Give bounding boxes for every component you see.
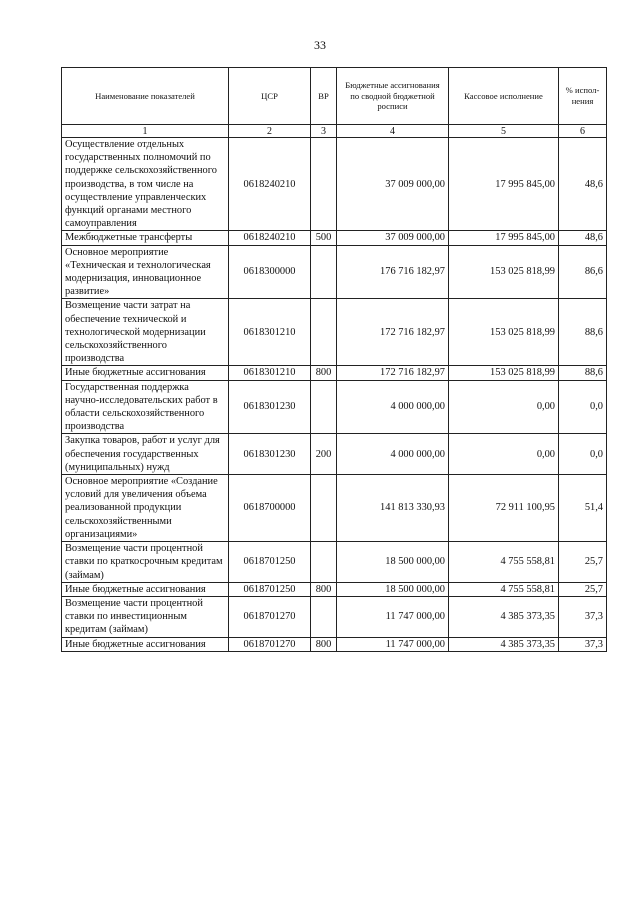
row-percent: 25,7: [559, 582, 607, 596]
row-csr: 0618701250: [229, 542, 311, 583]
column-number: 2: [229, 125, 311, 138]
row-name: Возмещение части процентной ставки по инвестиционным кредитам (займам): [62, 596, 229, 637]
row-vr: 800: [311, 366, 337, 380]
table-row: [62, 231, 607, 245]
row-csr: 0618701270: [229, 637, 311, 651]
header-csr: ЦСР: [229, 68, 311, 125]
column-number: 3: [311, 125, 337, 138]
row-vr: [311, 596, 337, 637]
table-row: [62, 582, 607, 596]
row-csr: 0618301230: [229, 380, 311, 434]
row-percent: 37,3: [559, 637, 607, 651]
table-row: [62, 299, 607, 366]
row-budget: 37 009 000,00: [337, 231, 449, 245]
row-percent: 88,6: [559, 366, 607, 380]
row-cash: 0,00: [449, 434, 559, 475]
column-number: 5: [449, 125, 559, 138]
row-csr: 0618301230: [229, 434, 311, 475]
row-name: Основное мероприятие «Техническая и технологическая модернизация, инновационное развитие»: [62, 245, 229, 299]
table-row: [62, 380, 607, 434]
row-cash: 4 385 373,35: [449, 596, 559, 637]
row-csr: 0618240210: [229, 231, 311, 245]
row-name: Иные бюджетные ассигнования: [62, 637, 229, 651]
row-vr: 200: [311, 434, 337, 475]
row-cash: 153 025 818,99: [449, 299, 559, 366]
row-budget: 172 716 182,97: [337, 299, 449, 366]
row-name: Межбюджетные трансферты: [62, 231, 229, 245]
row-cash: 153 025 818,99: [449, 245, 559, 299]
budget-execution-table: [61, 67, 607, 652]
row-csr: 0618701250: [229, 582, 311, 596]
row-cash: 72 911 100,95: [449, 475, 559, 542]
row-name: Закупка товаров, работ и услуг для обеспечения государственных (муниципальных) нужд: [62, 434, 229, 475]
row-budget: 4 000 000,00: [337, 434, 449, 475]
row-name: Осуществление отдельных государственных полномочий по поддержке сельскохозяйственного производства, в том числе на осуществление управленческих функций органами местного самоуправления: [62, 138, 229, 231]
row-budget: 18 500 000,00: [337, 582, 449, 596]
row-csr: 0618701270: [229, 596, 311, 637]
row-vr: [311, 542, 337, 583]
page-number: 33: [314, 38, 326, 52]
table-row: [62, 434, 607, 475]
header-name: Наименование показателей: [62, 68, 229, 125]
row-budget: 18 500 000,00: [337, 542, 449, 583]
table-row: [62, 475, 607, 542]
row-csr: 0618300000: [229, 245, 311, 299]
row-cash: 4 385 373,35: [449, 637, 559, 651]
row-csr: 0618301210: [229, 299, 311, 366]
row-vr: [311, 299, 337, 366]
row-cash: 17 995 845,00: [449, 231, 559, 245]
row-budget: 37 009 000,00: [337, 138, 449, 231]
row-vr: [311, 138, 337, 231]
header-budget: Бюджетные ассигнования по сводной бюджетной росписи: [337, 68, 449, 125]
row-vr: 500: [311, 231, 337, 245]
row-budget: 141 813 330,93: [337, 475, 449, 542]
row-name: Возмещение части затрат на обеспечение технической и технологической модернизации сельскохозяйственного производства: [62, 299, 229, 366]
table-row: [62, 542, 607, 583]
row-percent: 86,6: [559, 245, 607, 299]
header-cash: Кассовое исполнение: [449, 68, 559, 125]
row-name: Иные бюджетные ассигнования: [62, 582, 229, 596]
row-budget: 4 000 000,00: [337, 380, 449, 434]
table-row: [62, 596, 607, 637]
row-percent: 0,0: [559, 434, 607, 475]
row-vr: [311, 380, 337, 434]
table-header-row: [62, 68, 607, 125]
header-vr: ВР: [311, 68, 337, 125]
row-percent: 48,6: [559, 138, 607, 231]
row-name: Основное мероприятие «Создание условий для увеличения объема реализованной продукции сельскохозяйственными организациями»: [62, 475, 229, 542]
row-csr: 0618240210: [229, 138, 311, 231]
row-vr: [311, 245, 337, 299]
row-budget: 176 716 182,97: [337, 245, 449, 299]
row-csr: 0618301210: [229, 366, 311, 380]
table-row: [62, 637, 607, 651]
column-number-row: [62, 125, 607, 138]
table-row: [62, 245, 607, 299]
table-row: [62, 138, 607, 231]
row-cash: 17 995 845,00: [449, 138, 559, 231]
row-percent: 25,7: [559, 542, 607, 583]
row-cash: 4 755 558,81: [449, 582, 559, 596]
row-vr: [311, 475, 337, 542]
row-cash: 4 755 558,81: [449, 542, 559, 583]
row-cash: 0,00: [449, 380, 559, 434]
header-percent: % испол-нения: [559, 68, 607, 125]
column-number: 4: [337, 125, 449, 138]
row-budget: 11 747 000,00: [337, 637, 449, 651]
row-budget: 11 747 000,00: [337, 596, 449, 637]
row-vr: 800: [311, 582, 337, 596]
row-percent: 48,6: [559, 231, 607, 245]
row-percent: 37,3: [559, 596, 607, 637]
row-name: Иные бюджетные ассигнования: [62, 366, 229, 380]
row-percent: 51,4: [559, 475, 607, 542]
row-percent: 0,0: [559, 380, 607, 434]
row-percent: 88,6: [559, 299, 607, 366]
row-vr: 800: [311, 637, 337, 651]
row-cash: 153 025 818,99: [449, 366, 559, 380]
row-name: Возмещение части процентной ставки по краткосрочным кредитам (займам): [62, 542, 229, 583]
column-number: 1: [62, 125, 229, 138]
column-number: 6: [559, 125, 607, 138]
row-budget: 172 716 182,97: [337, 366, 449, 380]
row-csr: 0618700000: [229, 475, 311, 542]
table-row: [62, 366, 607, 380]
row-name: Государственная поддержка научно-исследовательских работ в области сельскохозяйственного производства: [62, 380, 229, 434]
